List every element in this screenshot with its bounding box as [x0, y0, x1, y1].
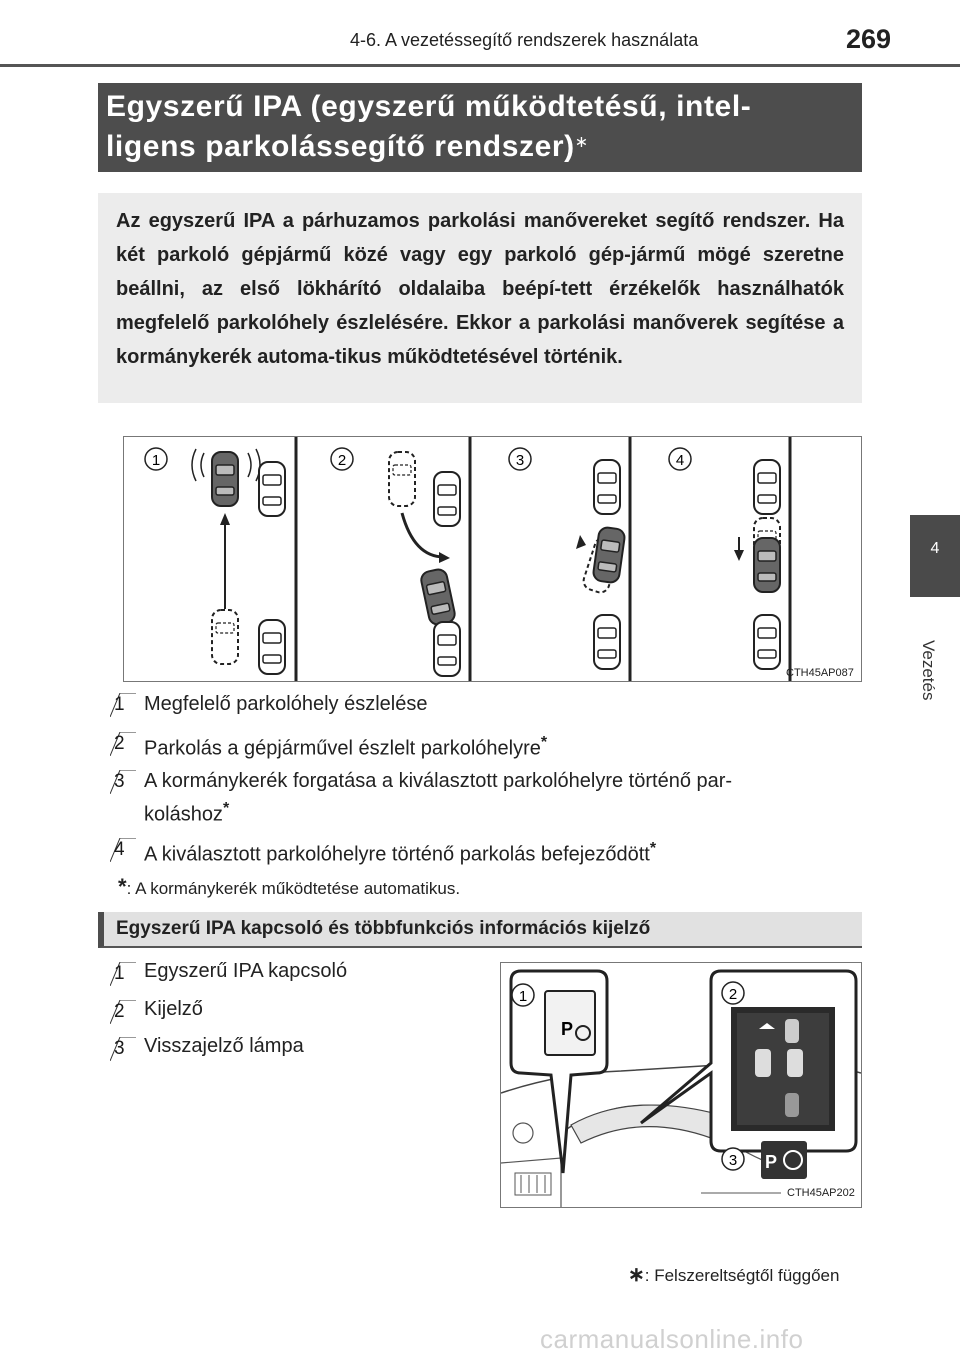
- section-title: [98, 83, 862, 172]
- subsection-title: Egyszerű IPA kapcsoló és többfunkciós információs kijelző: [98, 912, 862, 948]
- svg-text:2: 2: [337, 452, 347, 469]
- svg-text:3: 3: [515, 452, 525, 469]
- component-1-badge: 1: [110, 962, 136, 986]
- step-4-text: [144, 836, 656, 868]
- step-3-badge: 3: [110, 770, 136, 794]
- step-3-label-cont: koláshoz: [144, 803, 223, 826]
- footnote-equipment: [628, 1262, 839, 1287]
- step-3-text-cont: [144, 796, 229, 828]
- svg-text:1: 1: [518, 988, 528, 1005]
- step-1-badge: 1: [110, 693, 136, 717]
- footnote2-marker: ∗: [628, 1264, 645, 1286]
- step-4-label: A kiválasztott parkolóhelyre történő parkolás befejeződött: [144, 843, 650, 866]
- step-2-text: [144, 730, 547, 762]
- chapter-tab-label: Vezetés: [919, 640, 938, 701]
- step-1-text: Megfelelő parkolóhely észlelése: [144, 693, 428, 715]
- indicator-lamp-symbol: P: [765, 1152, 778, 1172]
- step-3-marker-asterisk: *: [222, 800, 230, 817]
- step-1-marker: [145, 448, 167, 470]
- component-2-badge: 2: [110, 1000, 136, 1024]
- footnote-automatic: [118, 874, 460, 900]
- ipa-switch-symbol: P: [561, 1019, 574, 1039]
- figure2-label-1: [512, 984, 534, 1006]
- section-title-line2: ligens parkolássegítő rendszer): [106, 130, 575, 163]
- step-2-marker-asterisk: *: [540, 734, 548, 751]
- step-2-marker: [331, 448, 353, 470]
- footnote1-marker: *: [118, 874, 127, 899]
- page-number: 269: [846, 24, 892, 54]
- step-3-marker: [509, 448, 531, 470]
- footnote2-text: : Felszereltségtől függően: [644, 1266, 840, 1285]
- parking-steps-figure: [123, 436, 862, 682]
- step-4-marker: [669, 448, 691, 470]
- section-title-line1: Egyszerű IPA (egyszerű működtetésű, intel-: [106, 90, 752, 123]
- step-2-label: Parkolás a gépjárművel észlelt parkolóhelyre: [144, 737, 541, 760]
- header-divider: [0, 64, 960, 67]
- figure2-label-2: [722, 982, 744, 1004]
- figure2-code: CTH45AP202: [787, 1187, 855, 1199]
- dashboard-figure: [500, 962, 862, 1208]
- step-4-marker-asterisk: *: [649, 840, 657, 857]
- svg-text:2: 2: [728, 986, 738, 1003]
- dashboard-illustration: [501, 963, 861, 1207]
- component-3-text: Visszajelző lámpa: [144, 1035, 304, 1057]
- watermark-text: carmanualsonline.info: [540, 1324, 804, 1354]
- step-3-text: A kormánykerék forgatása a kiválasztott parkolóhelyre történő par-: [144, 770, 733, 792]
- svg-text:4: 4: [675, 452, 685, 469]
- chapter-tab-number: 4: [930, 540, 940, 557]
- svg-text:3: 3: [728, 1152, 738, 1169]
- figure1-code: CTH45AP087: [786, 667, 854, 679]
- component-2-text: Kijelző: [144, 998, 203, 1020]
- footnote1-text: : A kormánykerék működtetése automatikus.: [126, 879, 461, 898]
- svg-text:1: 1: [151, 452, 161, 469]
- intro-text: Az egyszerű IPA a párhuzamos parkolási manővereket segítő rendszer. Ha két parkoló gépjármű közé vagy egy parkoló gép-jármű mögé szeretne beállni, az első lökhárító oldalaiba beépí-tett érzékelők használhatók megfelelő parkolóhely észlelésére. Ekkor a parkolási manőverek segítése a kormánykerék automa-tikus működtetésével történik.: [98, 193, 862, 403]
- component-1-text: Egyszerű IPA kapcsoló: [144, 960, 348, 982]
- parking-steps-illustration: [124, 437, 861, 681]
- title-marker: ∗: [574, 134, 589, 151]
- step-4-badge: 4: [110, 838, 136, 862]
- header-section-title: 4-6. A vezetéssegítő rendszerek használata: [350, 30, 699, 50]
- component-3-badge: 3: [110, 1037, 136, 1061]
- figure2-label-3: [722, 1148, 744, 1170]
- step-2-badge: 2: [110, 732, 136, 756]
